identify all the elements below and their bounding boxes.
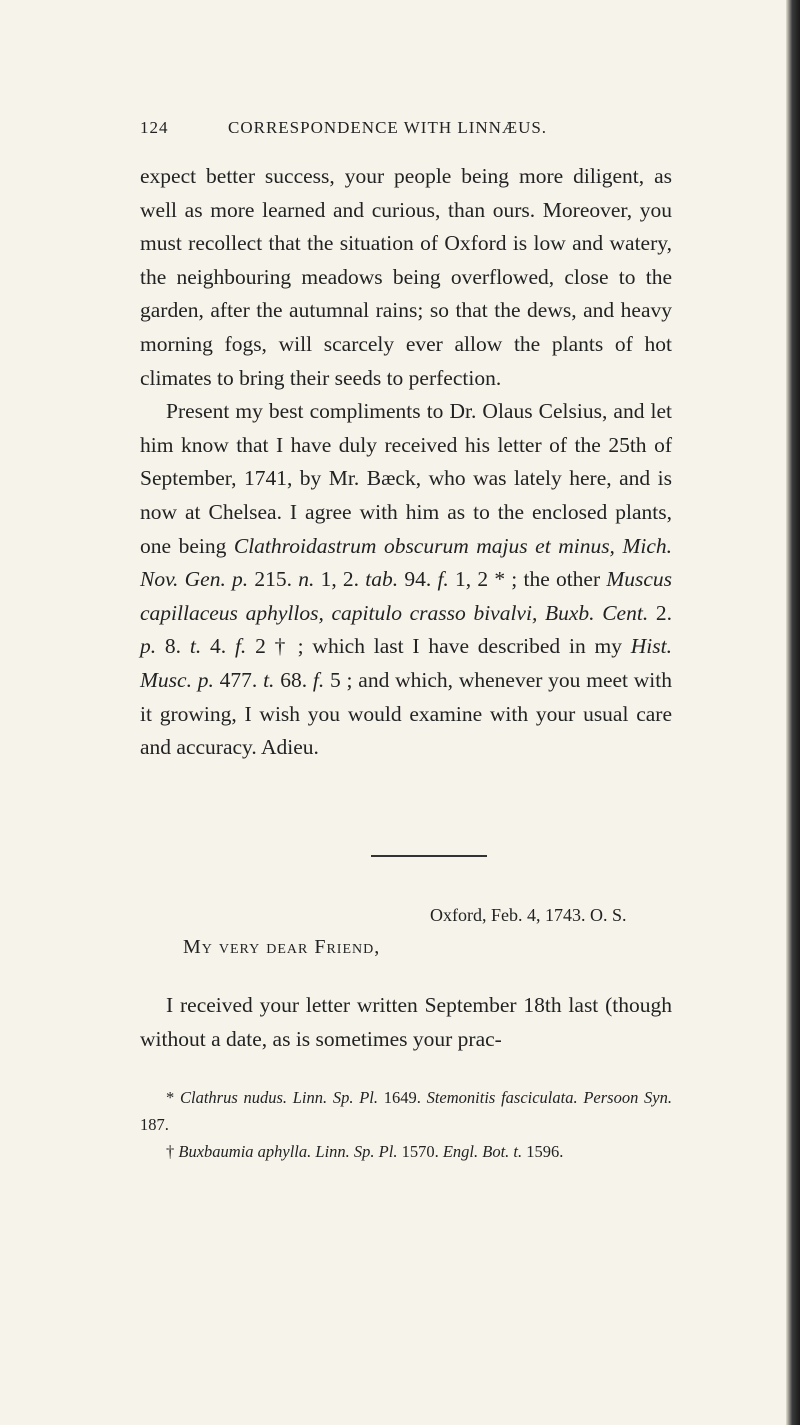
letter-2-paragraph: I received your letter written September 18th last (though without a date, as is sometimes your prac-	[140, 993, 672, 1051]
p2-text-l: 68.	[274, 667, 313, 692]
p2-italic-1: Clathroidastrum obscurum majus et minus, Mich. Nov. Gen. p.	[140, 533, 673, 592]
p2-italic-3: tab.	[365, 567, 399, 592]
p2-italic-7: t.	[189, 634, 202, 659]
footnote-1-mark: *	[166, 1088, 180, 1107]
p2-text-k: 477.	[213, 667, 264, 692]
p2-italic-10: t.	[263, 667, 275, 692]
p2-italic-6: p.	[140, 634, 157, 659]
section-divider	[371, 855, 487, 857]
p2-text-c: 1, 2.	[314, 567, 366, 592]
letter-body	[140, 160, 672, 765]
p2-text-d: 94.	[398, 567, 438, 592]
p2-text-a: Present my best compliments to Dr. Olaus Celsius, and let him know that I have duly received his letter of the 25th of September, 1741, by Mr. Bæck, who was lately here, and is now at Chelsea. I agree with him as to the enclosed plants, one being	[140, 399, 672, 558]
letter-dateline: Oxford, Feb. 4, 1743. O. S.	[430, 905, 627, 925]
footnotes	[140, 1084, 672, 1165]
p2-text-b: 215.	[248, 567, 299, 592]
footnote-1-italic-1: Clathrus nudus. Linn. Sp. Pl.	[179, 1088, 379, 1107]
page-header	[140, 118, 680, 148]
p2-text-h: 4.	[201, 634, 235, 659]
footnote-2	[140, 1138, 672, 1165]
paragraph-1-text: expect better success, your people being more diligent, as well as more learned and curious, than ours. Moreover, you must recollect that the situation of Oxford is low and watery, the neighbouring meadows being overflowed, close to the garden, after the autumnal rains; so that the dews, and heavy morning fogs, will scarcely ever allow the plants of hot climates to bring their seeds to perfection.	[140, 164, 672, 390]
footnote-2-mark: †	[166, 1142, 179, 1161]
footnote-1-text-a: 1649.	[378, 1088, 427, 1107]
page-number: 124	[140, 118, 169, 137]
paragraph-1	[140, 160, 672, 395]
p2-italic-11: f.	[312, 667, 325, 692]
footnote-1	[140, 1084, 672, 1138]
footnote-2-italic-1: Buxbaumia aphylla. Linn. Sp. Pl.	[178, 1142, 398, 1161]
p2-italic-5: Muscus capillaceus aphyllos, capitulo crasso bivalvi, Buxb. Cent.	[140, 567, 673, 625]
p2-text-f: 2.	[648, 600, 672, 625]
paragraph-2	[140, 395, 672, 765]
p2-text-g: 8.	[156, 634, 190, 659]
p2-italic-2: n.	[298, 567, 315, 592]
footnote-2-text-b: 1596.	[522, 1142, 564, 1161]
p2-italic-4: f.	[437, 567, 449, 592]
book-spine-shadow	[786, 0, 800, 1425]
footnote-1-text-b: 187.	[140, 1115, 169, 1134]
p2-text-j: 2 † ; which last I have described in my	[246, 634, 631, 659]
letter-salutation: My very dear Friend,	[183, 936, 381, 958]
p2-italic-9: Hist. Musc. p.	[140, 634, 672, 692]
p2-italic-8: f.	[234, 634, 247, 659]
footnote-1-italic-2: Stemonitis fasciculata. Persoon Syn.	[426, 1088, 672, 1107]
p2-text-e: 1, 2 * ; the other	[448, 567, 607, 592]
footnote-2-italic-2: Engl. Bot. t.	[442, 1142, 523, 1161]
footnote-2-text-a: 1570.	[397, 1142, 443, 1161]
running-title: CORRESPONDENCE WITH LINNÆUS.	[228, 118, 548, 137]
p2-text-m: 5 ; and which, whenever you meet with it growing, I wish you would examine with your usual care and accuracy. Adieu.	[140, 667, 673, 760]
